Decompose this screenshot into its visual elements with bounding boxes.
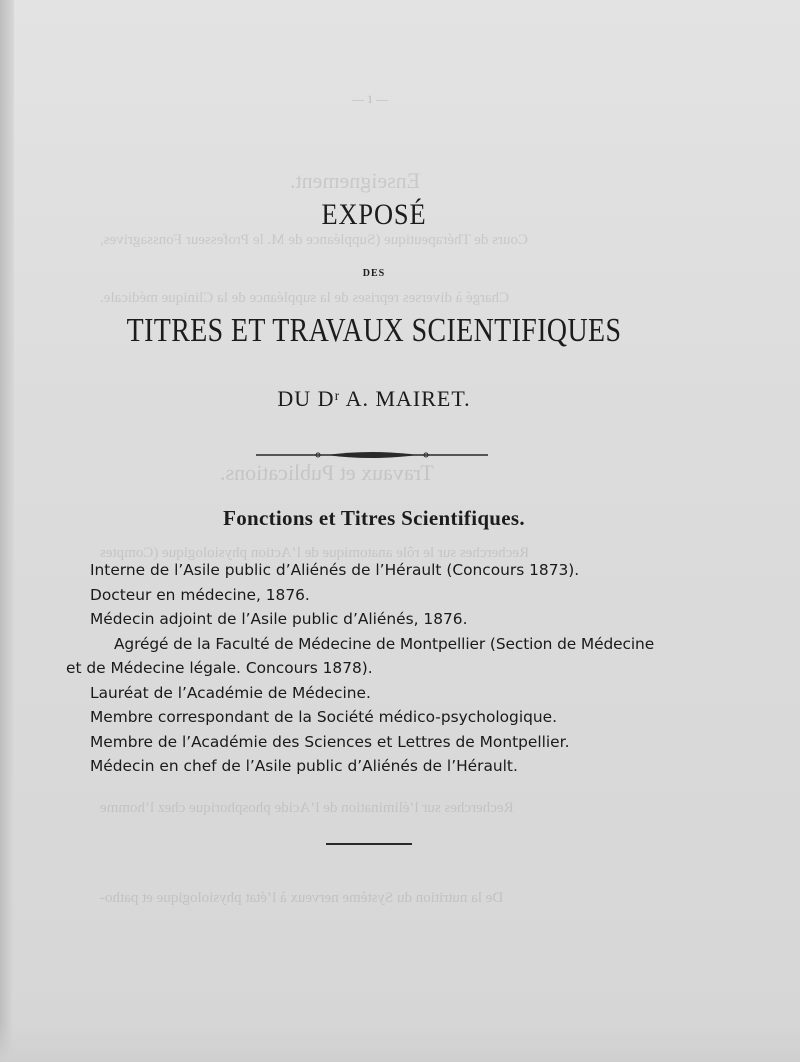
page-number: — 1 —: [352, 92, 388, 106]
list-item: [90, 681, 658, 706]
document-title: EXPOSÉ: [321, 198, 427, 231]
bleed-through-ghost-text: Cours de Thérapeutique (Suppléance de M. le Professeur Fonssagrives,: [100, 232, 528, 248]
list-item-text: Docteur en médecine, 1876.: [90, 585, 310, 604]
bleed-through-ghost-text: Recherches sur l’élimination de l’Acide phosphorique chez l’homme: [100, 800, 514, 816]
list-item: [66, 632, 658, 681]
list-item-text: Interne de l’Asile public d’Aliénés de l’Hérault (Concours 1873).: [90, 561, 580, 579]
bleed-through-ghost-text: De la nutrition du Système nerveux à l’état physiologique et patho-: [100, 890, 504, 906]
bleed-through-ghost-text: Recherches sur le rôle anatomique de l’Action physiologique (Comptes: [100, 545, 530, 561]
page-bottom-shadow: [0, 1022, 800, 1062]
bleed-through-ghost-text: Enseignement.: [290, 168, 421, 193]
ornamental-divider: [256, 450, 488, 460]
list-item-text: Membre de l’Académie des Sciences et Lettres de Montpellier.: [90, 732, 570, 751]
list-item: [90, 607, 658, 632]
bleed-through-ghost-text: Chargé à diverses reprises de la suppléance de la Clinique médicale.: [100, 290, 510, 306]
list-item-text: Médecin adjoint de l’Asile public d’Aliénés, 1876.: [90, 610, 468, 628]
list-item: [90, 558, 658, 583]
list-item-text: Médecin en chef de l’Asile public d’Aliénés de l’Hérault.: [90, 757, 518, 775]
list-item-text: Lauréat de l’Académie de Médecine.: [90, 683, 371, 702]
closing-rule: [326, 843, 412, 845]
list-item-text-continuation: et de Médecine légale. Concours 1878).: [66, 659, 373, 677]
section-heading: Fonctions et Titres Scientifiques.: [223, 506, 525, 530]
list-item: [90, 705, 658, 730]
list-item-text: Agrégé de la Faculté de Médecine de Montpellier (Section de Médecine: [114, 634, 655, 653]
title-connector: DES: [362, 268, 386, 279]
list-item-text: Membre correspondant de la Société médico-psychologique.: [90, 708, 557, 726]
list-item: [90, 583, 658, 608]
list-item: [90, 730, 658, 755]
list-item: [90, 754, 658, 779]
author-line: DU Dʳ A. MAIRET.: [277, 386, 471, 411]
titles-list: [66, 558, 658, 779]
document-heading: TITRES ET TRAVAUX SCIENTIFIQUES: [126, 312, 622, 349]
page-edge-shadow: [0, 0, 14, 1062]
bleed-through-ghost-text: Travaux et Publications.: [220, 460, 434, 485]
